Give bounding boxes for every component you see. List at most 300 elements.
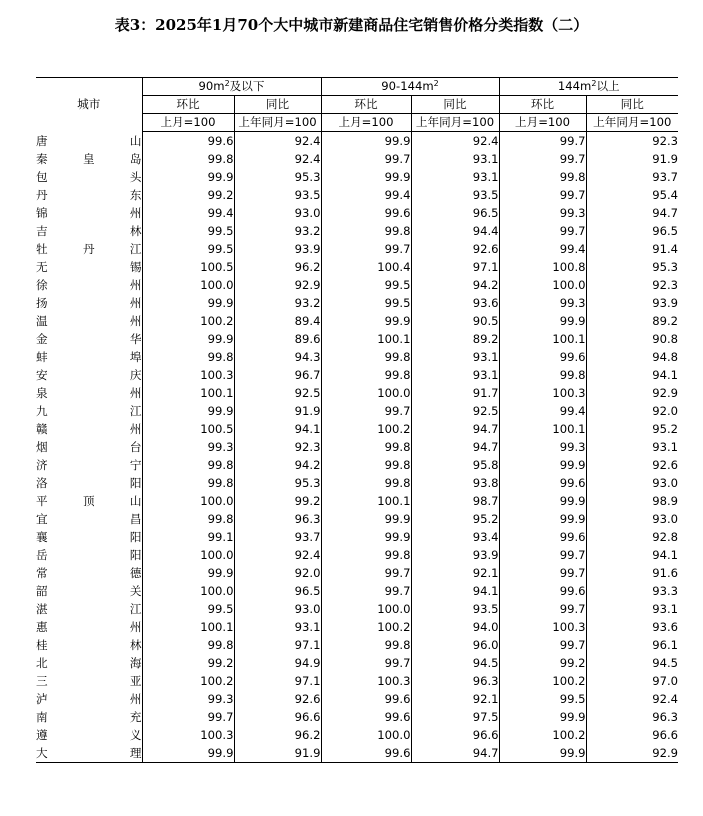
table-row <box>36 240 678 258</box>
mom-base-header: 上月=100 <box>499 114 586 132</box>
city-header: 城市 <box>36 78 142 132</box>
yoy-index-cell: 93.9 <box>411 546 499 564</box>
mom-index-cell: 99.7 <box>499 564 586 582</box>
mom-index-cell: 99.7 <box>499 636 586 654</box>
mom-index-cell: 99.6 <box>499 348 586 366</box>
mom-index-cell: 100.3 <box>499 384 586 402</box>
mom-index-cell: 99.7 <box>321 150 411 168</box>
table-row <box>36 438 678 456</box>
yoy-index-cell: 92.3 <box>586 132 678 151</box>
table-row <box>36 348 678 366</box>
yoy-index-cell: 94.5 <box>586 654 678 672</box>
yoy-index-cell: 96.3 <box>586 708 678 726</box>
mom-index-cell: 100.2 <box>321 618 411 636</box>
mom-index-cell: 99.8 <box>321 636 411 654</box>
table-row <box>36 330 678 348</box>
mom-index-cell: 99.9 <box>499 456 586 474</box>
table-row <box>36 528 678 546</box>
mom-index-cell: 99.7 <box>321 654 411 672</box>
yoy-index-cell: 93.2 <box>234 294 321 312</box>
mom-index-cell: 100.3 <box>142 726 234 744</box>
city-name: 赣州 <box>36 422 142 436</box>
yoy-index-cell: 92.9 <box>234 276 321 294</box>
table-row <box>36 618 678 636</box>
yoy-index-cell: 93.7 <box>234 528 321 546</box>
mom-index-cell: 99.8 <box>142 636 234 654</box>
yoy-index-cell: 94.7 <box>586 204 678 222</box>
mom-index-cell: 100.0 <box>321 384 411 402</box>
table-row <box>36 186 678 204</box>
mom-index-cell: 99.9 <box>499 744 586 763</box>
yoy-index-cell: 93.6 <box>411 294 499 312</box>
mom-header: 环比 <box>142 96 234 114</box>
mom-index-cell: 99.9 <box>321 312 411 330</box>
yoy-index-cell: 93.5 <box>234 186 321 204</box>
mom-index-cell: 100.2 <box>321 420 411 438</box>
yoy-index-cell: 91.9 <box>234 402 321 420</box>
yoy-index-cell: 92.6 <box>411 240 499 258</box>
mom-index-cell: 100.2 <box>499 726 586 744</box>
city-name: 牡丹江 <box>36 242 142 256</box>
city-name: 泉州 <box>36 386 142 400</box>
mom-index-cell: 99.8 <box>321 474 411 492</box>
mom-index-cell: 99.7 <box>499 132 586 151</box>
yoy-index-cell: 93.1 <box>234 618 321 636</box>
mom-index-cell: 99.3 <box>499 294 586 312</box>
mom-index-cell: 99.6 <box>499 528 586 546</box>
yoy-index-cell: 93.1 <box>411 168 499 186</box>
table-row <box>36 132 678 151</box>
table-row <box>36 384 678 402</box>
table-row <box>36 222 678 240</box>
mom-index-cell: 100.0 <box>499 276 586 294</box>
table-row <box>36 564 678 582</box>
yoy-index-cell: 92.3 <box>586 276 678 294</box>
mom-index-cell: 99.8 <box>142 474 234 492</box>
table-row <box>36 294 678 312</box>
table-row <box>36 744 678 763</box>
yoy-index-cell: 89.6 <box>234 330 321 348</box>
yoy-index-cell: 94.9 <box>234 654 321 672</box>
city-name: 襄阳 <box>36 530 142 544</box>
mom-index-cell: 99.5 <box>499 690 586 708</box>
yoy-index-cell: 93.1 <box>586 600 678 618</box>
city-name: 北海 <box>36 656 142 670</box>
yoy-index-cell: 96.2 <box>234 258 321 276</box>
yoy-index-cell: 93.1 <box>411 348 499 366</box>
table-row <box>36 654 678 672</box>
table-row <box>36 420 678 438</box>
yoy-index-cell: 96.2 <box>234 726 321 744</box>
yoy-index-cell: 93.1 <box>586 438 678 456</box>
yoy-index-cell: 91.7 <box>411 384 499 402</box>
city-name: 湛江 <box>36 602 142 616</box>
table-row <box>36 726 678 744</box>
mom-index-cell: 99.9 <box>142 168 234 186</box>
city-name: 遵义 <box>36 728 142 742</box>
mom-index-cell: 100.0 <box>142 492 234 510</box>
yoy-index-cell: 91.6 <box>586 564 678 582</box>
yoy-index-cell: 95.2 <box>411 510 499 528</box>
yoy-index-cell: 96.5 <box>586 222 678 240</box>
mom-index-cell: 99.8 <box>321 546 411 564</box>
mom-index-cell: 99.9 <box>321 132 411 151</box>
yoy-index-cell: 93.1 <box>411 150 499 168</box>
yoy-index-cell: 93.8 <box>411 474 499 492</box>
mom-index-cell: 99.9 <box>321 168 411 186</box>
yoy-index-cell: 92.0 <box>586 402 678 420</box>
group-header-large: $144m^2$以上 <box>499 78 678 96</box>
mom-index-cell: 99.9 <box>142 402 234 420</box>
mom-index-cell: 99.5 <box>321 294 411 312</box>
city-name: 三亚 <box>36 674 142 688</box>
yoy-index-cell: 94.1 <box>234 420 321 438</box>
city-name: 金华 <box>36 332 142 346</box>
city-name: 锦州 <box>36 206 142 220</box>
table-row <box>36 150 678 168</box>
mom-index-cell: 100.2 <box>142 312 234 330</box>
yoy-index-cell: 92.8 <box>586 528 678 546</box>
table-row <box>36 204 678 222</box>
yoy-index-cell: 95.4 <box>586 186 678 204</box>
mom-index-cell: 99.4 <box>321 186 411 204</box>
city-name: 韶关 <box>36 584 142 598</box>
yoy-index-cell: 95.2 <box>586 420 678 438</box>
mom-index-cell: 100.4 <box>321 258 411 276</box>
mom-index-cell: 100.1 <box>321 492 411 510</box>
table-row <box>36 636 678 654</box>
mom-index-cell: 99.9 <box>499 312 586 330</box>
mom-index-cell: 100.2 <box>499 672 586 690</box>
mom-index-cell: 99.2 <box>142 186 234 204</box>
yoy-index-cell: 92.0 <box>234 564 321 582</box>
yoy-index-cell: 95.3 <box>234 474 321 492</box>
mom-index-cell: 99.7 <box>499 222 586 240</box>
yoy-index-cell: 94.5 <box>411 654 499 672</box>
yoy-index-cell: 97.1 <box>411 258 499 276</box>
group-header-small: $90m^2$及以下 <box>142 78 321 96</box>
yoy-index-cell: 94.7 <box>411 420 499 438</box>
yoy-index-cell: 92.4 <box>234 546 321 564</box>
city-name: 安庆 <box>36 368 142 382</box>
mom-index-cell: 99.5 <box>142 240 234 258</box>
table-row <box>36 402 678 420</box>
yoy-index-cell: 93.0 <box>586 510 678 528</box>
mom-index-cell: 99.7 <box>499 546 586 564</box>
mom-index-cell: 99.5 <box>321 276 411 294</box>
yoy-base-header: 上年同月=100 <box>234 114 321 132</box>
yoy-index-cell: 91.9 <box>586 150 678 168</box>
city-name: 岳阳 <box>36 548 142 562</box>
mom-index-cell: 99.3 <box>142 438 234 456</box>
city-name: 常德 <box>36 566 142 580</box>
table-row <box>36 582 678 600</box>
group-header-medium: $90-144m^2$ <box>321 78 499 96</box>
mom-index-cell: 99.7 <box>321 240 411 258</box>
yoy-index-cell: 94.7 <box>411 744 499 763</box>
table-row <box>36 600 678 618</box>
yoy-index-cell: 95.8 <box>411 456 499 474</box>
city-name: 平顶山 <box>36 494 142 508</box>
table-row <box>36 708 678 726</box>
yoy-index-cell: 93.4 <box>411 528 499 546</box>
yoy-index-cell: 92.5 <box>411 402 499 420</box>
mom-index-cell: 99.9 <box>499 492 586 510</box>
yoy-index-cell: 99.2 <box>234 492 321 510</box>
yoy-index-cell: 92.4 <box>411 132 499 151</box>
yoy-index-cell: 95.3 <box>586 258 678 276</box>
mom-index-cell: 99.7 <box>499 150 586 168</box>
mom-index-cell: 99.8 <box>142 150 234 168</box>
yoy-index-cell: 93.6 <box>586 618 678 636</box>
yoy-index-cell: 90.5 <box>411 312 499 330</box>
yoy-index-cell: 92.3 <box>234 438 321 456</box>
yoy-index-cell: 96.3 <box>411 672 499 690</box>
mom-header: 环比 <box>321 96 411 114</box>
yoy-base-header: 上年同月=100 <box>586 114 678 132</box>
yoy-index-cell: 97.1 <box>234 672 321 690</box>
table-row <box>36 276 678 294</box>
table-row <box>36 492 678 510</box>
mom-index-cell: 99.6 <box>499 474 586 492</box>
yoy-index-cell: 93.9 <box>586 294 678 312</box>
mom-index-cell: 100.1 <box>142 618 234 636</box>
mom-index-cell: 99.8 <box>321 222 411 240</box>
yoy-index-cell: 94.7 <box>411 438 499 456</box>
yoy-index-cell: 97.0 <box>586 672 678 690</box>
mom-index-cell: 100.0 <box>142 546 234 564</box>
mom-index-cell: 100.3 <box>499 618 586 636</box>
yoy-index-cell: 98.7 <box>411 492 499 510</box>
city-name: 丹东 <box>36 188 142 202</box>
mom-index-cell: 99.5 <box>142 222 234 240</box>
yoy-index-cell: 92.4 <box>234 132 321 151</box>
yoy-index-cell: 97.1 <box>234 636 321 654</box>
mom-index-cell: 100.5 <box>142 420 234 438</box>
mom-index-cell: 99.4 <box>499 402 586 420</box>
mom-index-cell: 99.3 <box>142 690 234 708</box>
mom-index-cell: 100.8 <box>499 258 586 276</box>
yoy-header: 同比 <box>586 96 678 114</box>
mom-index-cell: 99.2 <box>499 654 586 672</box>
yoy-index-cell: 94.3 <box>234 348 321 366</box>
table-row <box>36 168 678 186</box>
yoy-index-cell: 93.5 <box>411 186 499 204</box>
yoy-index-cell: 96.5 <box>411 204 499 222</box>
mom-index-cell: 99.9 <box>499 510 586 528</box>
yoy-index-cell: 93.7 <box>586 168 678 186</box>
mom-index-cell: 99.9 <box>499 708 586 726</box>
mom-index-cell: 100.5 <box>142 258 234 276</box>
price-index-table <box>36 77 678 763</box>
city-name: 泸州 <box>36 692 142 706</box>
mom-index-cell: 99.8 <box>321 456 411 474</box>
mom-index-cell: 100.0 <box>321 600 411 618</box>
yoy-index-cell: 93.0 <box>234 204 321 222</box>
yoy-index-cell: 89.2 <box>586 312 678 330</box>
mom-index-cell: 99.4 <box>142 204 234 222</box>
mom-base-header: 上月=100 <box>321 114 411 132</box>
mom-index-cell: 99.1 <box>142 528 234 546</box>
mom-index-cell: 99.9 <box>142 744 234 763</box>
page-title: 表3：2025年1月70个大中城市新建商品住宅销售价格分类指数（二） <box>114 16 589 34</box>
mom-index-cell: 99.7 <box>499 186 586 204</box>
mom-index-cell: 99.8 <box>321 348 411 366</box>
yoy-index-cell: 92.9 <box>586 744 678 763</box>
mom-index-cell: 99.7 <box>321 582 411 600</box>
yoy-index-cell: 96.6 <box>234 708 321 726</box>
table-row <box>36 672 678 690</box>
yoy-header: 同比 <box>411 96 499 114</box>
yoy-index-cell: 93.2 <box>234 222 321 240</box>
mom-index-cell: 100.0 <box>321 726 411 744</box>
mom-index-cell: 99.8 <box>499 366 586 384</box>
yoy-index-cell: 96.5 <box>234 582 321 600</box>
city-name: 九江 <box>36 404 142 418</box>
yoy-index-cell: 94.2 <box>234 456 321 474</box>
yoy-header: 同比 <box>234 96 321 114</box>
yoy-index-cell: 96.0 <box>411 636 499 654</box>
table-row <box>36 510 678 528</box>
table-row <box>36 366 678 384</box>
yoy-index-cell: 94.8 <box>586 348 678 366</box>
mom-index-cell: 99.9 <box>142 330 234 348</box>
mom-index-cell: 100.1 <box>499 420 586 438</box>
yoy-index-cell: 92.4 <box>234 150 321 168</box>
yoy-index-cell: 94.0 <box>411 618 499 636</box>
mom-index-cell: 99.9 <box>142 294 234 312</box>
mom-index-cell: 100.1 <box>499 330 586 348</box>
city-name: 南充 <box>36 710 142 724</box>
table-body <box>36 132 678 763</box>
mom-base-header: 上月=100 <box>142 114 234 132</box>
mom-index-cell: 100.0 <box>142 276 234 294</box>
yoy-index-cell: 93.0 <box>586 474 678 492</box>
mom-index-cell: 99.8 <box>142 456 234 474</box>
mom-index-cell: 99.8 <box>142 510 234 528</box>
city-name: 宜昌 <box>36 512 142 526</box>
mom-index-cell: 99.4 <box>499 240 586 258</box>
table-row <box>36 690 678 708</box>
mom-header: 环比 <box>499 96 586 114</box>
yoy-index-cell: 96.7 <box>234 366 321 384</box>
yoy-index-cell: 94.1 <box>411 582 499 600</box>
mom-index-cell: 100.3 <box>142 366 234 384</box>
city-name: 徐州 <box>36 278 142 292</box>
mom-index-cell: 99.6 <box>499 582 586 600</box>
yoy-index-cell: 94.1 <box>586 366 678 384</box>
yoy-index-cell: 93.5 <box>411 600 499 618</box>
city-name: 扬州 <box>36 296 142 310</box>
mom-index-cell: 99.7 <box>321 564 411 582</box>
city-name: 惠州 <box>36 620 142 634</box>
mom-index-cell: 99.7 <box>321 402 411 420</box>
yoy-index-cell: 92.5 <box>234 384 321 402</box>
mom-index-cell: 99.8 <box>321 366 411 384</box>
city-name: 洛阳 <box>36 476 142 490</box>
yoy-index-cell: 96.3 <box>234 510 321 528</box>
yoy-base-header: 上年同月=100 <box>411 114 499 132</box>
mom-index-cell: 100.3 <box>321 672 411 690</box>
yoy-index-cell: 94.1 <box>586 546 678 564</box>
yoy-index-cell: 96.1 <box>586 636 678 654</box>
city-name: 济宁 <box>36 458 142 472</box>
mom-index-cell: 99.5 <box>142 600 234 618</box>
table-header <box>36 78 678 132</box>
city-name: 无锡 <box>36 260 142 274</box>
table-row <box>36 456 678 474</box>
city-name: 秦皇岛 <box>36 152 142 166</box>
yoy-index-cell: 96.6 <box>411 726 499 744</box>
yoy-index-cell: 91.4 <box>586 240 678 258</box>
mom-index-cell: 100.1 <box>142 384 234 402</box>
yoy-index-cell: 92.6 <box>234 690 321 708</box>
yoy-index-cell: 93.1 <box>411 366 499 384</box>
yoy-index-cell: 90.8 <box>586 330 678 348</box>
yoy-index-cell: 93.0 <box>234 600 321 618</box>
yoy-index-cell: 94.4 <box>411 222 499 240</box>
yoy-index-cell: 93.9 <box>234 240 321 258</box>
mom-index-cell: 99.6 <box>321 690 411 708</box>
mom-index-cell: 100.0 <box>142 582 234 600</box>
city-name: 唐山 <box>36 133 142 148</box>
mom-index-cell: 99.6 <box>142 132 234 151</box>
yoy-index-cell: 91.9 <box>234 744 321 763</box>
yoy-index-cell: 92.4 <box>586 690 678 708</box>
city-name: 包头 <box>36 170 142 184</box>
mom-index-cell: 99.9 <box>321 510 411 528</box>
mom-index-cell: 99.3 <box>499 438 586 456</box>
yoy-index-cell: 89.2 <box>411 330 499 348</box>
city-name: 温州 <box>36 314 142 328</box>
yoy-index-cell: 89.4 <box>234 312 321 330</box>
mom-index-cell: 100.1 <box>321 330 411 348</box>
yoy-index-cell: 98.9 <box>586 492 678 510</box>
mom-index-cell: 99.8 <box>499 168 586 186</box>
yoy-index-cell: 92.1 <box>411 690 499 708</box>
yoy-index-cell: 97.5 <box>411 708 499 726</box>
yoy-index-cell: 92.1 <box>411 564 499 582</box>
mom-index-cell: 99.6 <box>321 744 411 763</box>
mom-index-cell: 99.9 <box>321 528 411 546</box>
mom-index-cell: 99.8 <box>142 348 234 366</box>
city-name: 吉林 <box>36 224 142 238</box>
mom-index-cell: 99.6 <box>321 708 411 726</box>
yoy-index-cell: 95.3 <box>234 168 321 186</box>
mom-index-cell: 99.7 <box>499 600 586 618</box>
table-row <box>36 474 678 492</box>
mom-index-cell: 99.2 <box>142 654 234 672</box>
city-name: 烟台 <box>36 440 142 454</box>
city-name: 大理 <box>36 744 142 763</box>
yoy-index-cell: 93.3 <box>586 582 678 600</box>
mom-index-cell: 99.6 <box>321 204 411 222</box>
yoy-index-cell: 96.6 <box>586 726 678 744</box>
mom-index-cell: 99.3 <box>499 204 586 222</box>
yoy-index-cell: 92.6 <box>586 456 678 474</box>
yoy-index-cell: 94.2 <box>411 276 499 294</box>
yoy-index-cell: 92.9 <box>586 384 678 402</box>
mom-index-cell: 100.2 <box>142 672 234 690</box>
table-row <box>36 312 678 330</box>
mom-index-cell: 99.9 <box>142 564 234 582</box>
table-row <box>36 546 678 564</box>
city-name: 蚌埠 <box>36 350 142 364</box>
mom-index-cell: 99.8 <box>321 438 411 456</box>
table-row <box>36 258 678 276</box>
mom-index-cell: 99.7 <box>142 708 234 726</box>
city-name: 桂林 <box>36 638 142 652</box>
